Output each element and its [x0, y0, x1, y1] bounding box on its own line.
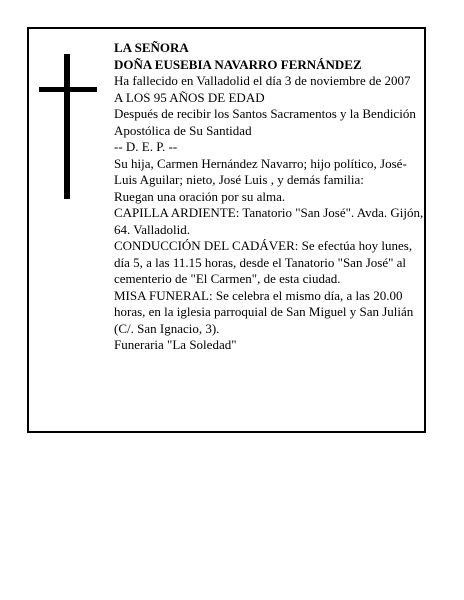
cross-icon — [39, 54, 97, 199]
sacraments-line: Después de recibir los Santos Sacramentos y la Bendición Apostólica de Su Santidad — [114, 106, 416, 138]
rip-line: -- D. E. P. -- — [114, 139, 178, 154]
age-line: A LOS 95 AÑOS DE EDAD — [114, 89, 265, 105]
prayer-line: Ruegan una oración por su alma. — [114, 188, 286, 204]
obituary-notice — [27, 27, 426, 433]
deceased-name: DOÑA EUSEBIA NAVARRO FERNÁNDEZ — [114, 56, 362, 72]
funeral-home-line: Funeraria "La Soledad" — [114, 337, 237, 352]
chapel-line: CAPILLA ARDIENTE: Tanatorio "San José". Avda. Gijón, 64. Valladolid. — [114, 205, 424, 237]
death-announcement: Ha fallecido en Valladolid el día 3 de noviembre de 2007 — [114, 73, 411, 88]
funeral-mass-line: MISA FUNERAL: Se celebra el mismo día, a las 20.00 horas, en la iglesia parroquial de San Miguel y San Julián (C/. San Ignacio, 3). — [114, 287, 414, 336]
cross-vertical-bar — [64, 54, 70, 199]
procession-line: CONDUCCIÓN DEL CADÁVER: Se efectúa hoy lunes, día 5, a las 11.15 horas, desde el Tanatorio "San José" al cementerio de "El Carmen", de esta ciudad. — [114, 238, 413, 286]
family-line: Su hija, Carmen Hernández Navarro; hijo político, José-Luis Aguilar; nieto, José Luis , y demás familia: — [114, 155, 407, 187]
obituary-text — [114, 40, 424, 354]
cross-horizontal-bar — [39, 87, 97, 92]
notice-heading: LA SEÑORA — [114, 40, 189, 55]
